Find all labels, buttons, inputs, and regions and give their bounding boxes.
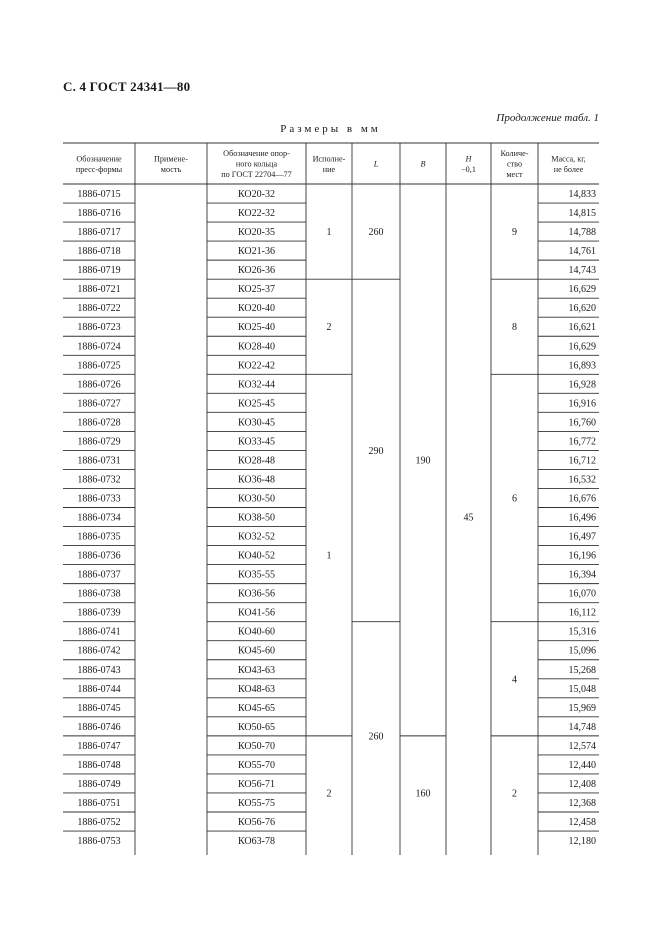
header-L: L <box>373 159 379 169</box>
cell-mass: 16,928 <box>568 379 596 391</box>
cell-mass: 14,743 <box>568 265 596 277</box>
cell-count: 8 <box>512 322 517 334</box>
cell-designation: 1886-0744 <box>77 683 121 695</box>
cell-mass: 12,180 <box>568 836 596 848</box>
cell-ring: КО30-50 <box>238 493 275 505</box>
cell-mass: 16,712 <box>568 455 596 467</box>
cell-designation: 1886-0719 <box>77 265 121 277</box>
cell-H: 45 <box>463 512 474 524</box>
cell-designation: 1886-0723 <box>77 322 121 334</box>
header-application: Примене- <box>154 154 188 164</box>
cell-L: 260 <box>368 731 384 743</box>
cell-ring: КО25-37 <box>238 284 275 296</box>
cell-ring: КО45-65 <box>238 702 275 714</box>
cell-designation: 1886-0737 <box>77 569 121 581</box>
cell-ring: КО36-56 <box>238 588 275 600</box>
cell-designation: 1886-0741 <box>77 626 121 638</box>
page-header: С. 4 ГОСТ 24341—80 <box>63 79 191 94</box>
header-execution: Исполне- <box>312 154 346 164</box>
cell-ring: КО32-52 <box>238 531 275 543</box>
cell-count: 2 <box>512 788 517 800</box>
cell-ring: КО35-55 <box>238 569 275 581</box>
cell-mass: 16,532 <box>568 474 596 486</box>
cell-designation: 1886-0715 <box>77 189 121 201</box>
cell-ring: КО40-52 <box>238 550 275 562</box>
cell-mass: 16,621 <box>568 322 596 334</box>
cell-designation: 1886-0748 <box>77 759 121 771</box>
cell-designation: 1886-0721 <box>77 284 121 296</box>
cell-mass: 14,833 <box>568 189 596 201</box>
cell-mass: 14,815 <box>568 208 596 220</box>
cell-execution: 1 <box>326 227 332 239</box>
cell-ring: КО20-32 <box>238 189 275 201</box>
cell-ring: КО43-63 <box>238 664 275 676</box>
cell-mass: 14,761 <box>568 246 596 258</box>
cell-ring: КО22-42 <box>238 360 275 372</box>
cell-designation: 1886-0753 <box>77 836 121 848</box>
header-count: ство <box>506 159 523 169</box>
cell-designation: 1886-0749 <box>77 778 121 790</box>
cell-designation: 1886-0727 <box>77 398 121 410</box>
header-designation: Обозначение <box>76 154 122 164</box>
cell-ring: КО55-70 <box>238 759 275 771</box>
cell-B: 160 <box>415 788 431 800</box>
cell-ring: КО28-40 <box>238 341 275 353</box>
cell-mass: 16,629 <box>568 341 596 353</box>
cell-designation: 1886-0717 <box>77 227 121 239</box>
header-mass: Масса, кг, <box>551 154 586 164</box>
cell-count: 4 <box>512 674 517 686</box>
cell-mass: 16,496 <box>568 512 596 524</box>
cell-ring: КО22-32 <box>238 208 275 220</box>
cell-designation: 1886-0738 <box>77 588 121 600</box>
cell-mass: 12,440 <box>568 759 596 771</box>
cell-mass: 12,458 <box>568 817 596 829</box>
cell-execution: 1 <box>326 550 332 562</box>
cell-designation: 1886-0752 <box>77 817 121 829</box>
cell-ring: КО30-45 <box>238 417 275 429</box>
cell-designation: 1886-0746 <box>77 721 121 733</box>
dimensions-note: Размеры в мм <box>280 123 381 135</box>
cell-ring: КО26-36 <box>238 265 275 277</box>
cell-L: 290 <box>368 445 384 457</box>
cell-execution: 2 <box>326 322 332 334</box>
cell-designation: 1886-0726 <box>77 379 121 391</box>
cell-mass: 15,096 <box>568 645 596 657</box>
header-execution: ние <box>322 164 336 174</box>
cell-mass: 14,748 <box>568 721 596 733</box>
header-ring: Обозначение опор- <box>223 149 290 158</box>
cell-designation: 1886-0739 <box>77 607 121 619</box>
cell-designation: 1886-0718 <box>77 246 121 258</box>
header-ring: ного кольца <box>235 159 278 169</box>
cell-mass: 16,196 <box>568 550 596 562</box>
cell-ring: КО20-35 <box>238 227 275 239</box>
cell-L: 260 <box>368 227 384 239</box>
cell-count: 9 <box>512 227 517 239</box>
cell-designation: 1886-0735 <box>77 531 121 543</box>
cell-ring: КО25-40 <box>238 322 275 334</box>
cell-ring: КО50-70 <box>238 740 275 752</box>
cell-designation: 1886-0731 <box>77 455 121 467</box>
cell-execution: 2 <box>326 788 332 800</box>
cell-ring: КО41-56 <box>238 607 275 619</box>
cell-ring: КО45-60 <box>238 645 275 657</box>
cell-mass: 16,070 <box>568 588 596 600</box>
cell-mass: 16,760 <box>568 417 596 429</box>
cell-designation: 1886-0751 <box>77 797 121 809</box>
cell-ring: КО48-63 <box>238 683 275 695</box>
cell-designation: 1886-0725 <box>77 360 121 372</box>
cell-designation: 1886-0743 <box>77 664 121 676</box>
cell-mass: 16,676 <box>568 493 596 505</box>
cell-ring: КО38-50 <box>238 512 275 524</box>
cell-mass: 16,916 <box>568 398 596 410</box>
header-application: мость <box>160 164 182 174</box>
cell-designation: 1886-0729 <box>77 436 121 448</box>
cell-ring: КО50-65 <box>238 721 275 733</box>
cell-B: 190 <box>415 455 431 467</box>
cell-ring: КО20-40 <box>238 303 275 315</box>
cell-designation: 1886-0732 <box>77 474 121 486</box>
cell-mass: 15,969 <box>568 702 596 714</box>
header-H: H <box>465 154 472 164</box>
cell-mass: 15,268 <box>568 664 596 676</box>
header-designation: пресс-формы <box>75 164 123 174</box>
cell-mass: 16,394 <box>568 569 596 581</box>
cell-ring: КО21-36 <box>238 246 275 258</box>
header-H: −0,1 <box>461 164 476 174</box>
cell-count: 6 <box>512 493 517 505</box>
cell-designation: 1886-0742 <box>77 645 121 657</box>
cell-mass: 16,772 <box>568 436 596 448</box>
cell-designation: 1886-0728 <box>77 417 121 429</box>
cell-ring: КО25-45 <box>238 398 275 410</box>
header-count: мест <box>506 170 523 179</box>
cell-designation: 1886-0716 <box>77 208 121 220</box>
cell-designation: 1886-0747 <box>77 740 121 752</box>
cell-designation: 1886-0722 <box>77 303 121 315</box>
table-continuation-note: Продолжение табл. 1 <box>496 112 599 124</box>
cell-designation: 1886-0733 <box>77 493 121 505</box>
cell-ring: КО63-78 <box>238 836 275 848</box>
cell-ring: КО36-48 <box>238 474 275 486</box>
cell-designation: 1886-0736 <box>77 550 121 562</box>
cell-mass: 16,497 <box>568 531 596 543</box>
header-mass: не более <box>553 164 584 174</box>
cell-mass: 16,893 <box>568 360 596 372</box>
cell-mass: 12,368 <box>568 797 596 809</box>
cell-mass: 16,629 <box>568 284 596 296</box>
header-ring: по ГОСТ 22704—77 <box>221 170 292 179</box>
header-count: Количе- <box>500 149 529 158</box>
cell-mass: 15,316 <box>568 626 596 638</box>
cell-designation: 1886-0745 <box>77 702 121 714</box>
cell-designation: 1886-0724 <box>77 341 121 353</box>
cell-mass: 16,112 <box>568 607 596 619</box>
cell-mass: 12,574 <box>568 740 596 752</box>
cell-ring: КО33-45 <box>238 436 275 448</box>
header-B: B <box>420 159 426 169</box>
cell-ring: КО32-44 <box>238 379 275 391</box>
cell-mass: 16,620 <box>568 303 596 315</box>
cell-mass: 12,408 <box>568 778 596 790</box>
cell-designation: 1886-0734 <box>77 512 121 524</box>
cell-ring: КО56-71 <box>238 778 275 790</box>
cell-ring: КО55-75 <box>238 797 275 809</box>
cell-ring: КО40-60 <box>238 626 275 638</box>
cell-ring: КО56-76 <box>238 817 275 829</box>
cell-mass: 14,788 <box>568 227 596 239</box>
cell-ring: КО28-48 <box>238 455 275 467</box>
cell-mass: 15,048 <box>568 683 596 695</box>
